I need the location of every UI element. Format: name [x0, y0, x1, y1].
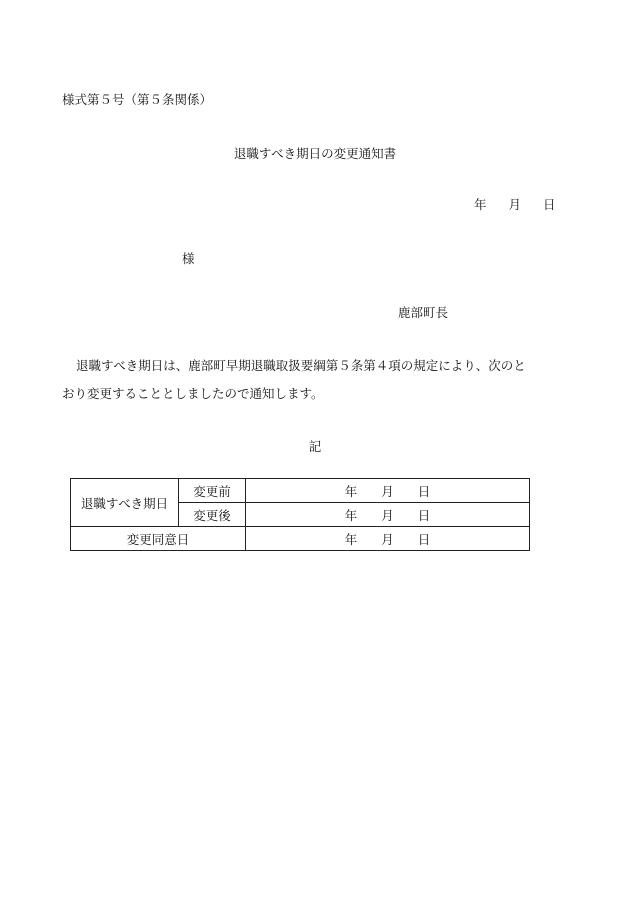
date-year-label: 年 — [474, 197, 487, 212]
document-title: 退職すべき期日の変更通知書 — [233, 146, 397, 161]
change-table — [70, 478, 530, 551]
year-label: 年 — [344, 483, 358, 499]
addressee-suffix: 様 — [182, 251, 195, 266]
body-text-line-2: おり変更することとしましたので通知します。 — [62, 386, 324, 401]
date-month-label: 月 — [508, 197, 522, 212]
notice-date — [474, 195, 556, 213]
retirement-date-header: 退職すべき期日 — [71, 479, 179, 527]
before-change-label: 変更前 — [179, 479, 246, 503]
body-text — [62, 352, 572, 408]
table-row-before — [71, 479, 530, 503]
year-label: 年 — [344, 531, 358, 547]
year-label: 年 — [344, 507, 358, 523]
ki-heading: 記 — [308, 439, 322, 454]
month-label: 月 — [381, 531, 394, 547]
day-label: 日 — [417, 483, 431, 499]
after-change-date — [246, 503, 530, 527]
date-day-label: 日 — [543, 197, 556, 212]
day-label: 日 — [417, 531, 431, 547]
after-change-label: 変更後 — [179, 503, 246, 527]
form-number: 様式第５号（第５条関係） — [62, 92, 213, 107]
month-label: 月 — [381, 483, 394, 499]
consent-date — [246, 527, 530, 551]
month-label: 月 — [381, 507, 394, 523]
day-label: 日 — [417, 507, 431, 523]
before-change-date — [246, 479, 530, 503]
body-text-line-1: 退職すべき期日は、鹿部町早期退職取扱要綱第５条第４項の規定により、次のと — [76, 358, 526, 373]
consent-date-label: 変更同意日 — [71, 527, 246, 551]
issuer-title: 鹿部町長 — [398, 305, 449, 320]
table-row-consent — [71, 527, 530, 551]
